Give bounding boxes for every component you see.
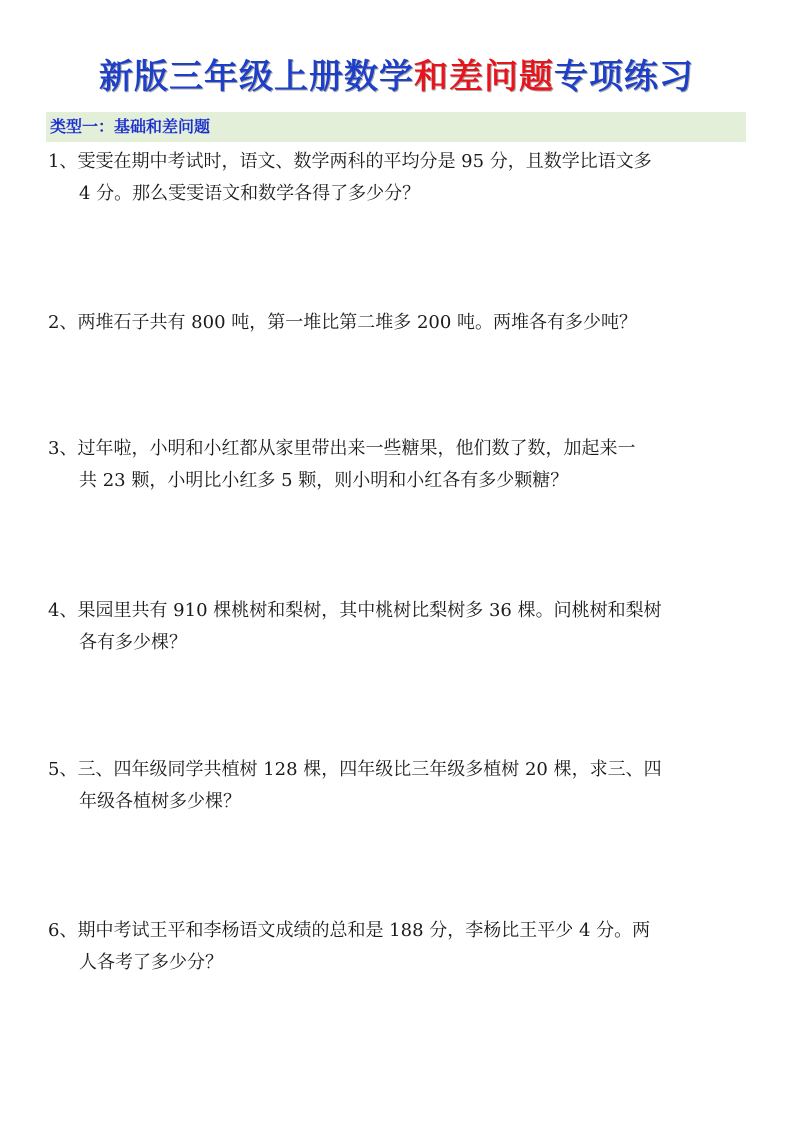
question-5-line-1: 5、三、四年级同学共植树 128 棵，四年级比三年级多植树 20 棵，求三、四 bbox=[48, 759, 662, 780]
question-2-line-1: 2、两堆石子共有 800 吨，第一堆比第二堆多 200 吨。两堆各有多少吨？ bbox=[48, 312, 638, 333]
question-6-line-1: 6、期中考试王平和李杨语文成绩的总和是 188 分，李杨比王平少 4 分。两 bbox=[48, 920, 651, 941]
title-part-3: 专项练习 bbox=[554, 57, 694, 97]
question-4-line-1: 4、果园里共有 910 棵桃树和梨树，其中桃树比梨树多 36 棵。问桃树和梨树 bbox=[48, 600, 662, 621]
title-part-1: 新版三年级上册数学 bbox=[99, 57, 414, 97]
question-5 bbox=[48, 754, 748, 818]
question-3-line-2: 共 23 颗，小明比小红多 5 颗，则小明和小红各有多少颗糖？ bbox=[79, 470, 569, 491]
question-6-line-2: 人各考了多少分？ bbox=[79, 952, 223, 973]
question-1-line-1: 1、雯雯在期中考试时，语文、数学两科的平均分是 95 分，且数学比语文多 bbox=[48, 151, 652, 172]
question-4 bbox=[48, 595, 748, 659]
section-header-bar bbox=[46, 112, 746, 142]
section-title: 类型一：基础和差问题 bbox=[50, 117, 211, 136]
question-3 bbox=[48, 433, 748, 497]
title-part-2-highlight: 和差问题 bbox=[414, 57, 554, 97]
question-2 bbox=[48, 307, 748, 339]
question-3-line-1: 3、过年啦，小明和小红都从家里带出来一些糖果，他们数了数，加起来一 bbox=[48, 438, 636, 459]
question-1 bbox=[48, 146, 748, 210]
question-1-line-2: 4 分。那么雯雯语文和数学各得了多少分？ bbox=[79, 183, 421, 204]
question-4-line-2: 各有多少棵？ bbox=[79, 632, 187, 653]
question-5-line-2: 年级各植树多少棵？ bbox=[79, 791, 241, 812]
page-title bbox=[0, 52, 793, 102]
question-6 bbox=[48, 915, 748, 979]
